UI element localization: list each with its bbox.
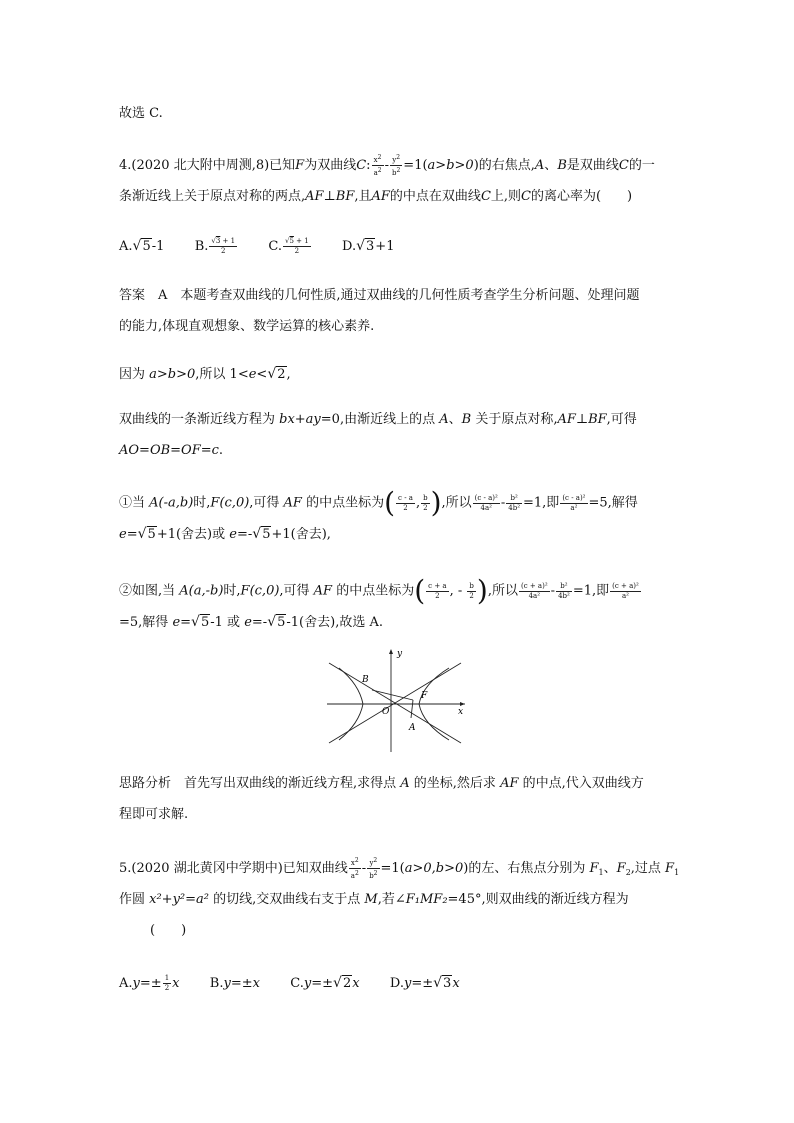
- text-span: =5,解得: [588, 495, 638, 511]
- condition: a>b>0: [427, 158, 474, 173]
- segment-BF: [372, 690, 413, 700]
- var-A: A: [439, 412, 449, 427]
- text-span: 答案 A 本题考查双曲线的几何性质,通过双曲线的几何性质考查学生分析问题、处理问题: [119, 288, 640, 303]
- text-span: =: [126, 527, 138, 542]
- sqrt: √5: [132, 238, 151, 254]
- text-span: 程即可求解.: [119, 807, 189, 822]
- text-span: 上,则: [490, 189, 522, 204]
- text-span: =: [180, 615, 192, 630]
- fraction: $\frac{√5 + 1}{2}$: [285, 237, 309, 255]
- case-2-line-2: [119, 612, 383, 633]
- option-C-label: C.: [290, 976, 304, 991]
- text-span: 故选 C.: [119, 106, 163, 121]
- x-axis-arrow: [460, 702, 465, 706]
- text-span: 的切线,交双曲线右支于点: [209, 892, 365, 907]
- var-e: e: [172, 615, 181, 630]
- var-A: A: [179, 583, 189, 599]
- text-span: =1,即: [523, 495, 560, 511]
- var-M: M: [364, 892, 378, 907]
- label-O: O: [382, 707, 390, 717]
- text-span: 为双曲线: [304, 158, 357, 173]
- var-C: C: [618, 158, 629, 173]
- text-span: ,若∠: [377, 892, 406, 907]
- text-span: -: [550, 583, 556, 599]
- text-span: -: [500, 495, 506, 511]
- text-span: 的中点坐标为: [301, 495, 385, 511]
- label-F: F: [421, 691, 428, 701]
- case-1-line-1: ①当 A(-a,b)时,F(c,0),可得 AF 的中点坐标为( $\frac{c - a}{2}$ , $\frac{b}{2}$ ),所以 $\frac{\text{(c - a)²}}{\text{4a²}}$ - $\frac{\text{b²}}{\text{4b²}}$ =1,即 $\frac{\text{(c - a)²}}{\text{a²}}$ =5,解得: [119, 486, 638, 519]
- answer-blank: ( ): [150, 923, 187, 938]
- sqrt: √2: [333, 975, 352, 991]
- text-span: =±: [139, 976, 162, 991]
- option-A-label: A.: [119, 239, 133, 254]
- question-4-options: [119, 236, 394, 257]
- text-span: 时,: [193, 495, 211, 511]
- var-x: x: [252, 976, 260, 991]
- text-span: 的中点坐标为: [332, 583, 415, 599]
- fraction: $\frac{\text{b²}}{\text{4b²}}$: [558, 581, 570, 600]
- var-A: A: [534, 158, 545, 173]
- text-span: 关于原点对称,: [471, 412, 558, 427]
- question-4-line-2: [119, 187, 632, 207]
- text-span: 的离心率为( ): [530, 189, 633, 204]
- text-span: -1(舍去),故选 A.: [286, 615, 383, 630]
- var-F1: F: [665, 861, 675, 876]
- condition: a>b>0: [149, 367, 196, 382]
- fraction: $\frac{x2}{a2}$: [373, 154, 382, 177]
- angle: F₁MF₂: [405, 892, 448, 907]
- fraction: $\frac{c + a}{2}$: [428, 581, 447, 600]
- text-span: =1(: [403, 158, 428, 173]
- text-span: ②如图,当: [119, 583, 180, 599]
- fraction: $\frac{\text{(c + a)²}}{\text{4a²}}$: [520, 581, 548, 600]
- var-e: e: [248, 367, 257, 382]
- text-span: =±: [311, 976, 334, 991]
- answer-line-1: [119, 286, 640, 306]
- sqrt: √3: [433, 975, 452, 991]
- text-span: ,且: [354, 189, 372, 204]
- var-C: C: [356, 158, 367, 173]
- text-span: .: [218, 443, 224, 458]
- option-B-label: B.: [194, 239, 209, 254]
- text-span: ①当: [119, 495, 150, 511]
- var-B: B: [461, 412, 472, 427]
- var-A: A: [149, 495, 159, 511]
- text-span: 的能力,体现直观想象、数学运算的核心素养.: [119, 319, 375, 334]
- var-y: y: [223, 976, 231, 991]
- text-span: =1(: [380, 861, 405, 876]
- text-span: ,可得: [249, 495, 284, 511]
- var-AF: AF: [371, 189, 390, 204]
- text-span: +1: [375, 239, 395, 254]
- analysis-line-1: [119, 774, 644, 794]
- text-span: 、: [448, 412, 462, 427]
- text-span: =±: [230, 976, 253, 991]
- option-C-label: C.: [268, 239, 282, 254]
- fraction: $\frac{b}{2}$: [469, 581, 474, 600]
- text-span: 双曲线的一条渐近线方程为: [119, 412, 280, 427]
- text-span: 的一: [628, 158, 655, 173]
- text-span: =±: [411, 976, 434, 991]
- fraction: $\frac{c - a}{2}$: [398, 493, 413, 512]
- point: (c,0): [219, 495, 250, 511]
- text-span: :: [366, 158, 371, 173]
- formula: AO=OB=OF=c: [119, 443, 219, 458]
- var-y: y: [403, 976, 412, 991]
- var-y: y: [132, 976, 140, 991]
- y-axis-arrow: [389, 649, 393, 654]
- text-span: ,过点: [630, 861, 666, 876]
- fraction: $\frac{1}{2}$: [164, 974, 170, 992]
- var-F: F: [295, 158, 305, 173]
- fraction: $\frac{y2}{b2}$: [391, 154, 401, 177]
- fraction: $\frac{b}{2}$: [423, 493, 428, 512]
- label-y: y: [397, 649, 403, 659]
- text-span: <: [256, 367, 268, 382]
- var-AF: AF: [313, 583, 333, 599]
- text-span: )的左、右焦点分别为: [463, 861, 590, 876]
- text-span: ,所以 1<: [195, 367, 249, 382]
- text-span: 是双曲线: [566, 158, 619, 173]
- text-span: -1: [151, 239, 165, 254]
- fraction: $\frac{\text{(c - a)²}}{\text{a²}}$: [562, 493, 586, 512]
- case-2-line-1: ②如图,当 A(a,-b)时,F(c,0),可得 AF 的中点坐标为( $\frac{c + a}{2}$ , - $\frac{b}{2}$ ),所以 $\frac{\text{(c + a)²}}{\text{4a²}}$ - $\frac{\text{b²}}{\text{4b²}}$ =1,即 $\frac{\text{(c + a)²}}{\text{a²}}$: [119, 574, 639, 607]
- question-5-options: [119, 973, 460, 994]
- text-span: =1,即: [572, 583, 610, 599]
- var-A: A: [400, 776, 410, 791]
- question-5-line-1: 5.(2020 湖北黄冈中学期中)已知双曲线 $\frac{x2}{a2}$ - $\frac{y2}{b2}$ =1(a>0,b>0)的左、右焦点分别为 $F_1$、$F_2$,过点 $F_1$: [119, 857, 680, 880]
- sqrt: √5: [137, 526, 156, 542]
- answer-line-3: [119, 364, 291, 385]
- text-span: =-: [251, 615, 268, 630]
- var-AF: AF: [500, 776, 519, 791]
- var-y: y: [303, 976, 312, 991]
- sqrt: √2: [267, 366, 286, 382]
- point: (a,-b): [188, 583, 224, 599]
- text-span: =5,解得: [119, 615, 173, 630]
- text-span: -: [453, 583, 467, 599]
- option-B-label: B.: [209, 976, 224, 991]
- option-A-label: A.: [119, 976, 133, 991]
- label-B: B: [362, 675, 369, 685]
- text-span: 因为: [119, 367, 150, 382]
- var-F: F: [210, 495, 220, 511]
- text-span: 时,: [223, 583, 241, 599]
- text-span: ,: [286, 367, 291, 382]
- case-1-line-2: [119, 524, 331, 545]
- var-AF: AF: [283, 495, 302, 511]
- text-span: 作圆: [119, 892, 150, 907]
- text-span: 的坐标,然后求: [409, 776, 501, 791]
- text-span: ,: [449, 583, 454, 599]
- fraction: $\frac{\text{b²}}{\text{4b²}}$: [508, 493, 521, 512]
- text-span: 的中点,代入双曲线方: [518, 776, 644, 791]
- point: (-a,b): [158, 495, 194, 511]
- text-line: [119, 104, 163, 124]
- fraction: $\frac{√3 + 1}{2}$: [211, 237, 236, 255]
- question-4-line-1: 4.(2020 北大附中周测,8)已知F为双曲线C: $\frac{x2}{a2}$ - $\frac{y2}{b2}$ =1(a>b>0)的右焦点,A、B是双曲线C的一: [119, 154, 655, 177]
- label-x: x: [458, 707, 464, 717]
- var-C: C: [521, 189, 531, 204]
- text-span: =45°,则双曲线的渐近线方程为: [447, 892, 629, 907]
- text-span: 、: [603, 861, 617, 876]
- analysis-line-2: [119, 805, 188, 825]
- option-D-label: D.: [389, 976, 404, 991]
- formula: AF⊥BF: [305, 189, 355, 204]
- text-span: ,所以: [487, 583, 518, 599]
- text-span: 条渐近线上关于原点对称的两点,: [119, 189, 306, 204]
- formula: x²+y²=a²: [149, 892, 209, 907]
- label-A: A: [409, 723, 416, 733]
- answer-line-4: [119, 410, 637, 430]
- question-5-line-3: [150, 921, 186, 941]
- sqrt: √5: [252, 526, 271, 542]
- text-span: +1(舍去)或: [156, 527, 230, 542]
- point: (c,0): [249, 583, 280, 599]
- option-D-label: D.: [342, 239, 357, 254]
- var-e: e: [244, 615, 252, 630]
- var-x: x: [352, 976, 360, 991]
- fraction: $\frac{x2}{a2}$: [350, 857, 359, 880]
- text-span: =0,由渐近线上的点: [320, 412, 440, 427]
- formula: bx+ay: [279, 412, 321, 427]
- segment-AF: [411, 700, 413, 718]
- hyperbola-figure: [325, 646, 471, 754]
- text-span: +1(舍去),: [271, 527, 331, 542]
- var-B: B: [557, 158, 567, 173]
- fraction: $\frac{\text{(c - a)²}}{\text{4a²}}$: [474, 493, 498, 512]
- sqrt: √3: [356, 238, 375, 254]
- answer-line-5: [119, 441, 223, 461]
- formula: AF⊥BF: [557, 412, 607, 427]
- text-span: =-: [236, 527, 253, 542]
- var-F1: F: [589, 861, 599, 876]
- var-C: C: [480, 189, 491, 204]
- text-span: -1 或: [210, 615, 245, 630]
- text-span: ,可得: [279, 583, 314, 599]
- sqrt: √5: [267, 614, 286, 630]
- text-span: 5.(2020 湖北黄冈中学期中)已知双曲线: [119, 861, 348, 876]
- var-x: x: [452, 976, 460, 991]
- var-F: F: [240, 583, 250, 599]
- text-span: 的中点在双曲线: [389, 189, 481, 204]
- text-span: 、: [544, 158, 558, 173]
- var-e: e: [119, 527, 127, 542]
- answer-line-2: [119, 317, 374, 337]
- condition: a>0,b>0: [404, 861, 464, 876]
- fraction: $\frac{y2}{b2}$: [369, 857, 378, 880]
- text-span: ,可得: [606, 412, 637, 427]
- sqrt: √5: [191, 614, 210, 630]
- text-span: 4.(2020 北大附中周测,8)已知: [119, 158, 296, 173]
- var-e: e: [229, 527, 237, 542]
- var-x: x: [172, 976, 180, 991]
- text-span: )的右焦点,: [473, 158, 535, 173]
- question-5-line-2: [119, 890, 629, 910]
- text-span: ,所以: [441, 495, 472, 511]
- fraction: $\frac{\text{(c + a)²}}{\text{a²}}$: [612, 581, 639, 600]
- text-span: 思路分析 首先写出双曲线的渐近线方程,求得点: [119, 776, 401, 791]
- var-F2: F: [616, 861, 626, 876]
